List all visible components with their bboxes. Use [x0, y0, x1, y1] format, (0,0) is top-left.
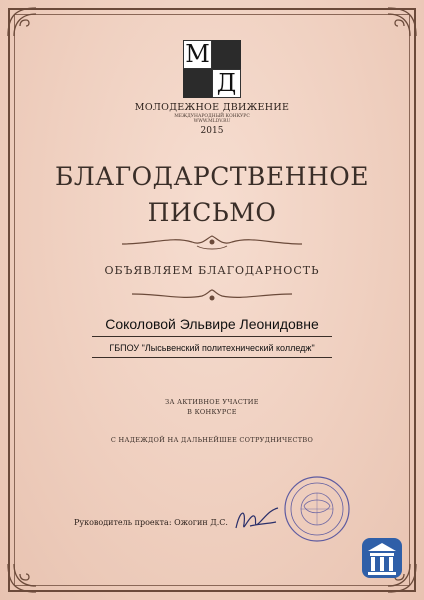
organization-year: 2015	[200, 126, 224, 136]
participation-text-line1: ЗА АКТИВНОЕ УЧАСТИЕ	[165, 398, 259, 406]
site-badge-icon	[360, 536, 404, 580]
announcement-heading: ОБЪЯВЛЯЕМ БЛАГОДАРНОСТЬ	[104, 264, 320, 277]
logo-letter-d: Д	[212, 69, 241, 98]
recipient-underline	[92, 336, 332, 337]
recipient-name: Соколовой Эльвире Леонидовне	[105, 316, 319, 332]
logo-block	[212, 40, 241, 69]
organization-url: WWW.MLDV.RU	[193, 119, 231, 124]
document-title-line2: ПИСЬМО	[147, 198, 277, 227]
participation-text-line2: В КОНКУРСЕ	[187, 408, 237, 416]
organization-name: МОЛОДЕЖНОЕ ДВИЖЕНИЕ	[134, 102, 290, 113]
top-divider-ornament-icon	[0, 232, 424, 252]
corner-ornament-icon	[6, 554, 46, 594]
institution-underline	[92, 357, 332, 358]
official-seal-icon	[282, 474, 352, 544]
corner-ornament-icon	[6, 6, 46, 46]
logo-block	[183, 69, 212, 98]
closing-text: С НАДЕЖДОЙ НА ДАЛЬНЕЙШЕЕ СОТРУДНИЧЕСТВО	[110, 436, 314, 444]
organization-logo	[183, 40, 241, 98]
recipient-institution: ГБПОУ "Лысьвенский политехнический колледж"	[109, 343, 315, 353]
bottom-divider-ornament-icon	[0, 286, 424, 306]
corner-ornament-icon	[378, 6, 418, 46]
document-title-line1: БЛАГОДАРСТВЕННОЕ	[54, 162, 370, 191]
signer-line: Руководитель проекта: Ожогин Д.С.	[74, 518, 228, 527]
logo-letter-m: М	[183, 40, 212, 69]
organization-subtitle: МЕЖДУНАРОДНЫЙ КОНКУРС	[174, 114, 250, 119]
signature-icon	[232, 500, 282, 540]
